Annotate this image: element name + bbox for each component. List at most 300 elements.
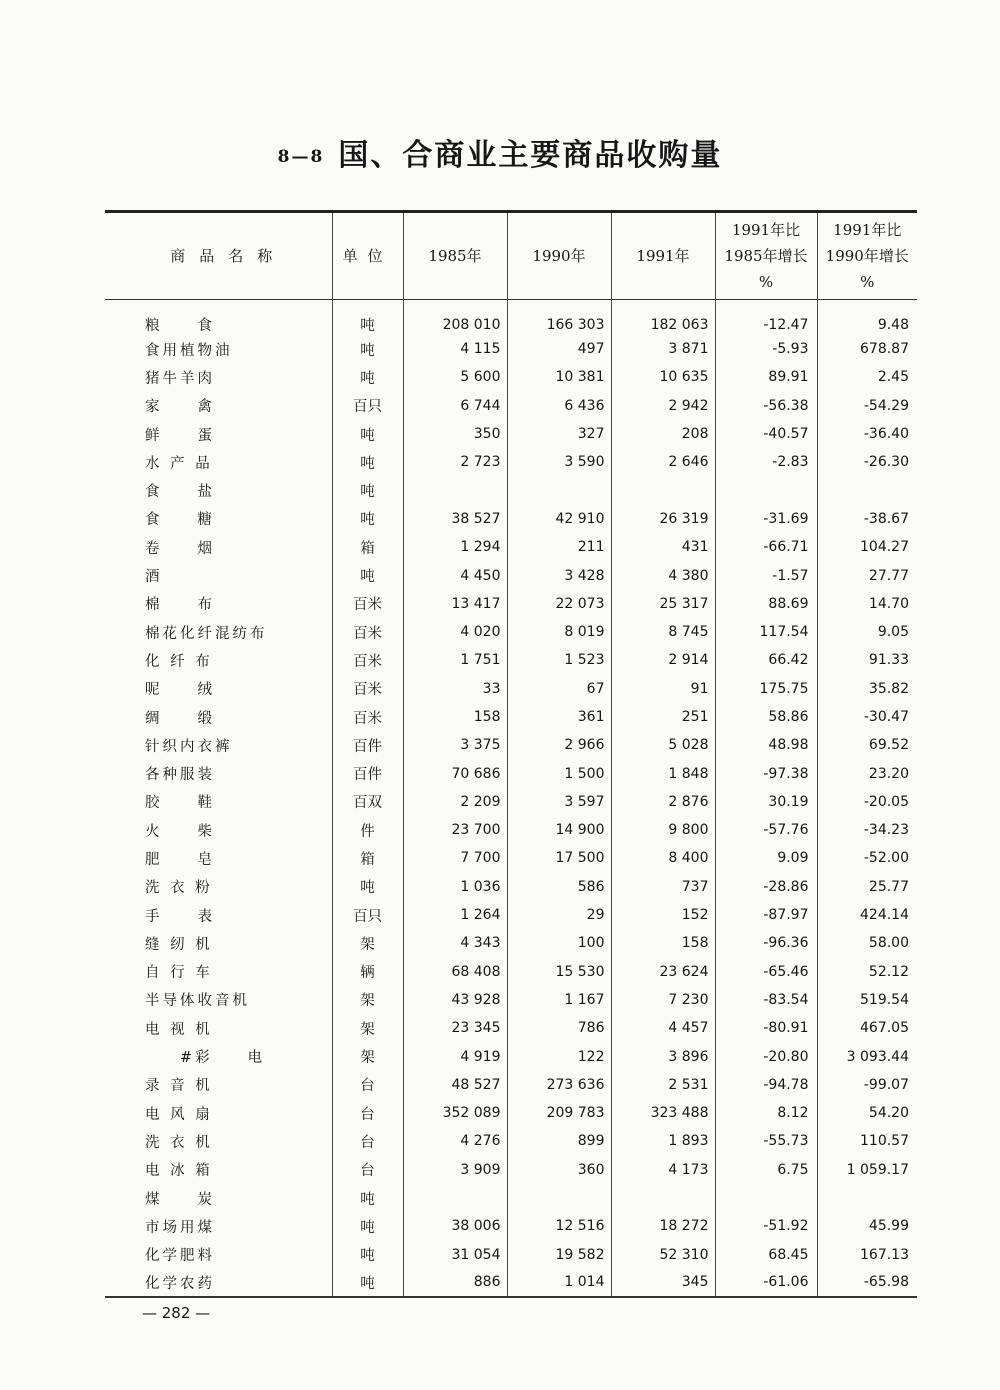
table-row xyxy=(105,816,917,844)
cell-1991: 251 xyxy=(611,703,715,731)
cell-1990: 12 516 xyxy=(507,1212,611,1240)
cell-1985: 5 600 xyxy=(403,363,507,391)
cell-name: 针织内衣裤 xyxy=(145,738,233,755)
cell-growth-vs-1985: -61.06 xyxy=(715,1269,817,1297)
cell-1991: 3 896 xyxy=(611,1042,715,1070)
cell-1985: 1 264 xyxy=(403,901,507,929)
cell-growth-vs-1985: -56.38 xyxy=(715,392,817,420)
cell-1985: 158 xyxy=(403,703,507,731)
table-row xyxy=(105,1127,917,1155)
cell-growth-vs-1985: -97.38 xyxy=(715,759,817,787)
table-row xyxy=(105,476,917,504)
cell-growth-vs-1990: -30.47 xyxy=(817,703,917,731)
table-row xyxy=(105,675,917,703)
table-row xyxy=(105,363,917,391)
cell-1985: 3 375 xyxy=(403,731,507,759)
cell-growth-vs-1990: -65.98 xyxy=(817,1269,917,1297)
cell-1990: 3 597 xyxy=(507,788,611,816)
cell-1985: 2 723 xyxy=(403,448,507,476)
cell-unit: 吨 xyxy=(332,420,403,448)
cell-growth-vs-1985: -96.36 xyxy=(715,929,817,957)
cell-1991: 1 893 xyxy=(611,1127,715,1155)
header-1985: 1985年 xyxy=(403,212,507,300)
table-row xyxy=(105,1269,917,1297)
cell-1990: 3 590 xyxy=(507,448,611,476)
cell-name: 化学肥料 xyxy=(145,1248,215,1265)
table-row xyxy=(105,1014,917,1042)
cell-growth-vs-1985: 68.45 xyxy=(715,1241,817,1269)
cell-growth-vs-1985 xyxy=(715,476,817,504)
cell-1985: 31 054 xyxy=(403,1241,507,1269)
cell-unit: 吨 xyxy=(332,363,403,391)
cell-growth-vs-1990: 91.33 xyxy=(817,646,917,674)
cell-unit: 吨 xyxy=(332,1212,403,1240)
cell-unit: 吨 xyxy=(332,300,403,336)
cell-name: 洗 衣 粉 xyxy=(145,880,213,897)
cell-growth-vs-1990 xyxy=(817,1184,917,1212)
cell-1990: 22 073 xyxy=(507,590,611,618)
header-growth-vs-1990 xyxy=(817,212,917,300)
cell-growth-vs-1985: 58.86 xyxy=(715,703,817,731)
cell-1991: 25 317 xyxy=(611,590,715,618)
cell-1991: 323 488 xyxy=(611,1099,715,1127)
cell-growth-vs-1985: -55.73 xyxy=(715,1127,817,1155)
cell-name: 卷 烟 xyxy=(145,540,215,557)
cell-name: 各种服装 xyxy=(145,767,215,784)
table-row xyxy=(105,618,917,646)
cell-unit: 架 xyxy=(332,929,403,957)
table-row xyxy=(105,1042,917,1070)
cell-unit: 百只 xyxy=(332,392,403,420)
cell-growth-vs-1985: -57.76 xyxy=(715,816,817,844)
cell-name: 胶 鞋 xyxy=(145,795,215,812)
cell-name: 肥 皂 xyxy=(145,851,215,868)
cell-1985: 23 345 xyxy=(403,1014,507,1042)
cell-1990: 360 xyxy=(507,1156,611,1184)
table-row xyxy=(105,901,917,929)
header-unit: 单位 xyxy=(332,212,403,300)
cell-1991: 208 xyxy=(611,420,715,448)
cell-unit: 百件 xyxy=(332,731,403,759)
cell-growth-vs-1985: 48.98 xyxy=(715,731,817,759)
cell-growth-vs-1990: 104.27 xyxy=(817,533,917,561)
cell-unit: 吨 xyxy=(332,335,403,363)
cell-1991 xyxy=(611,1184,715,1212)
cell-name: 家 禽 xyxy=(145,399,215,416)
cell-unit: 吨 xyxy=(332,561,403,589)
cell-unit: 吨 xyxy=(332,505,403,533)
cell-name: 电 视 机 xyxy=(145,1021,213,1038)
cell-1985: 4 115 xyxy=(403,335,507,363)
cell-growth-vs-1985: -31.69 xyxy=(715,505,817,533)
cell-1990: 586 xyxy=(507,873,611,901)
header-growth-vs-1985-line1: 1991年比 xyxy=(731,221,801,239)
cell-name: 市场用煤 xyxy=(145,1219,215,1236)
cell-unit: 百双 xyxy=(332,788,403,816)
cell-1990: 1 167 xyxy=(507,986,611,1014)
header-growth-vs-1990-line1: 1991年比 xyxy=(833,221,902,239)
table-row xyxy=(105,731,917,759)
cell-growth-vs-1990: 424.14 xyxy=(817,901,917,929)
cell-1991: 152 xyxy=(611,901,715,929)
cell-growth-vs-1990: 519.54 xyxy=(817,986,917,1014)
cell-growth-vs-1990: 45.99 xyxy=(817,1212,917,1240)
cell-growth-vs-1990: 35.82 xyxy=(817,675,917,703)
table-row xyxy=(105,561,917,589)
table-row xyxy=(105,1241,917,1269)
table-row xyxy=(105,300,917,336)
cell-1990: 122 xyxy=(507,1042,611,1070)
cell-growth-vs-1990: 58.00 xyxy=(817,929,917,957)
table-row xyxy=(105,929,917,957)
cell-name: 食用植物油 xyxy=(145,342,233,359)
cell-growth-vs-1985: -51.92 xyxy=(715,1212,817,1240)
cell-1985: 208 010 xyxy=(403,300,507,336)
cell-unit: 件 xyxy=(332,816,403,844)
cell-growth-vs-1985: 88.69 xyxy=(715,590,817,618)
cell-1990: 100 xyxy=(507,929,611,957)
cell-unit: 箱 xyxy=(332,844,403,872)
cell-1991: 26 319 xyxy=(611,505,715,533)
cell-1991: 4 380 xyxy=(611,561,715,589)
table-row xyxy=(105,1156,917,1184)
header-growth-vs-1985-unit: % xyxy=(758,273,774,291)
cell-1990: 497 xyxy=(507,335,611,363)
cell-growth-vs-1985: -20.80 xyxy=(715,1042,817,1070)
cell-1991: 431 xyxy=(611,533,715,561)
cell-1990: 14 900 xyxy=(507,816,611,844)
cell-1985: 23 700 xyxy=(403,816,507,844)
cell-growth-vs-1985: -40.57 xyxy=(715,420,817,448)
header-name: 商品名称 xyxy=(170,247,287,265)
cell-1985 xyxy=(403,1184,507,1212)
cell-growth-vs-1990 xyxy=(817,476,917,504)
cell-unit: 架 xyxy=(332,1014,403,1042)
cell-growth-vs-1990: 69.52 xyxy=(817,731,917,759)
cell-1985: 1 751 xyxy=(403,646,507,674)
table-header xyxy=(105,212,917,300)
cell-name: 粮 食 xyxy=(145,318,215,334)
cell-1990: 1 500 xyxy=(507,759,611,787)
cell-growth-vs-1990: -54.29 xyxy=(817,392,917,420)
cell-name: 自 行 车 xyxy=(145,965,213,982)
cell-growth-vs-1990: 52.12 xyxy=(817,958,917,986)
cell-1990: 6 436 xyxy=(507,392,611,420)
header-growth-vs-1985-line2: 1985年增长 xyxy=(724,247,808,265)
cell-growth-vs-1985: -80.91 xyxy=(715,1014,817,1042)
cell-name: 食 盐 xyxy=(145,484,215,501)
cell-growth-vs-1990: -38.67 xyxy=(817,505,917,533)
cell-1990: 211 xyxy=(507,533,611,561)
cell-1991: 5 028 xyxy=(611,731,715,759)
cell-growth-vs-1990: 110.57 xyxy=(817,1127,917,1155)
cell-1991: 52 310 xyxy=(611,1241,715,1269)
cell-name: 酒 xyxy=(145,569,163,586)
cell-growth-vs-1990: -52.00 xyxy=(817,844,917,872)
cell-1991: 2 914 xyxy=(611,646,715,674)
cell-growth-vs-1990: 9.05 xyxy=(817,618,917,646)
cell-growth-vs-1990: 467.05 xyxy=(817,1014,917,1042)
cell-name: 化学农药 xyxy=(145,1275,215,1292)
cell-1985: 4 276 xyxy=(403,1127,507,1155)
cell-name: #彩 电 xyxy=(145,1050,266,1067)
cell-1985: 6 744 xyxy=(403,392,507,420)
cell-growth-vs-1985: -2.83 xyxy=(715,448,817,476)
cell-1990: 15 530 xyxy=(507,958,611,986)
cell-name: 半导体收音机 xyxy=(145,993,250,1010)
cell-1991: 10 635 xyxy=(611,363,715,391)
cell-1991: 23 624 xyxy=(611,958,715,986)
cell-name: 手 表 xyxy=(145,908,215,925)
cell-growth-vs-1985: -83.54 xyxy=(715,986,817,1014)
cell-name: 棉 布 xyxy=(145,597,215,614)
cell-1991: 182 063 xyxy=(611,300,715,336)
cell-1991: 9 800 xyxy=(611,816,715,844)
cell-growth-vs-1990: 2.45 xyxy=(817,363,917,391)
table-row xyxy=(105,1071,917,1099)
cell-growth-vs-1990: 3 093.44 xyxy=(817,1042,917,1070)
cell-1991: 4 457 xyxy=(611,1014,715,1042)
cell-name: 煤 炭 xyxy=(145,1191,215,1208)
cell-1991: 158 xyxy=(611,929,715,957)
cell-unit: 吨 xyxy=(332,476,403,504)
cell-growth-vs-1990: 167.13 xyxy=(817,1241,917,1269)
cell-1985: 38 527 xyxy=(403,505,507,533)
cell-1991: 3 871 xyxy=(611,335,715,363)
cell-unit: 吨 xyxy=(332,1269,403,1297)
cell-name: 电 冰 箱 xyxy=(145,1163,213,1180)
cell-growth-vs-1990: 678.87 xyxy=(817,335,917,363)
cell-1985: 1 294 xyxy=(403,533,507,561)
cell-1991: 18 272 xyxy=(611,1212,715,1240)
header-growth-vs-1985 xyxy=(715,212,817,300)
header-1991: 1991年 xyxy=(611,212,715,300)
table-row xyxy=(105,420,917,448)
page-number: — 282 — xyxy=(142,1304,211,1322)
cell-1990: 786 xyxy=(507,1014,611,1042)
table-row xyxy=(105,703,917,731)
table-row xyxy=(105,392,917,420)
cell-growth-vs-1985: -28.86 xyxy=(715,873,817,901)
cell-unit: 台 xyxy=(332,1156,403,1184)
cell-growth-vs-1990: -99.07 xyxy=(817,1071,917,1099)
cell-unit: 百只 xyxy=(332,901,403,929)
table-row xyxy=(105,1184,917,1212)
table-row xyxy=(105,1212,917,1240)
cell-growth-vs-1985: -87.97 xyxy=(715,901,817,929)
cell-1990: 19 582 xyxy=(507,1241,611,1269)
table-row xyxy=(105,646,917,674)
cell-1985: 886 xyxy=(403,1269,507,1297)
cell-1990: 361 xyxy=(507,703,611,731)
table-row xyxy=(105,986,917,1014)
cell-name: 缝 纫 机 xyxy=(145,936,213,953)
cell-1985: 68 408 xyxy=(403,958,507,986)
cell-1991: 4 173 xyxy=(611,1156,715,1184)
cell-growth-vs-1985: -12.47 xyxy=(715,300,817,336)
cell-1985: 350 xyxy=(403,420,507,448)
cell-1990 xyxy=(507,476,611,504)
cell-name: 棉花化纤混纺布 xyxy=(145,625,268,642)
cell-growth-vs-1985: -65.46 xyxy=(715,958,817,986)
table-row xyxy=(105,1099,917,1127)
cell-name: 水 产 品 xyxy=(145,455,213,472)
cell-1990: 17 500 xyxy=(507,844,611,872)
cell-unit: 百米 xyxy=(332,703,403,731)
cell-1991: 8 400 xyxy=(611,844,715,872)
table-row xyxy=(105,448,917,476)
table-row xyxy=(105,958,917,986)
cell-unit: 架 xyxy=(332,986,403,1014)
cell-1990: 166 303 xyxy=(507,300,611,336)
cell-growth-vs-1990: 54.20 xyxy=(817,1099,917,1127)
cell-name: 绸 缎 xyxy=(145,710,215,727)
cell-1990: 29 xyxy=(507,901,611,929)
cell-growth-vs-1985: -66.71 xyxy=(715,533,817,561)
cell-1990 xyxy=(507,1184,611,1212)
cell-name: 呢 绒 xyxy=(145,682,215,699)
cell-name: 火 柴 xyxy=(145,823,215,840)
header-growth-vs-1990-unit: % xyxy=(860,273,875,291)
cell-name: 电 风 扇 xyxy=(145,1106,213,1123)
cell-1985: 1 036 xyxy=(403,873,507,901)
cell-1985: 43 928 xyxy=(403,986,507,1014)
cell-name: 洗 衣 机 xyxy=(145,1134,213,1151)
cell-1991: 91 xyxy=(611,675,715,703)
cell-1990: 1 014 xyxy=(507,1269,611,1297)
cell-growth-vs-1990: 25.77 xyxy=(817,873,917,901)
cell-1990: 8 019 xyxy=(507,618,611,646)
cell-unit: 百米 xyxy=(332,675,403,703)
cell-1985: 13 417 xyxy=(403,590,507,618)
cell-growth-vs-1985: 30.19 xyxy=(715,788,817,816)
table-row xyxy=(105,590,917,618)
cell-1991: 2 876 xyxy=(611,788,715,816)
cell-unit: 台 xyxy=(332,1071,403,1099)
cell-1990: 42 910 xyxy=(507,505,611,533)
table-title: 国、合商业主要商品收购量 xyxy=(338,138,723,173)
cell-growth-vs-1990: -34.23 xyxy=(817,816,917,844)
cell-1991: 1 848 xyxy=(611,759,715,787)
cell-name: 化 纤 布 xyxy=(145,653,213,670)
cell-1990: 3 428 xyxy=(507,561,611,589)
cell-1990: 273 636 xyxy=(507,1071,611,1099)
cell-1985: 352 089 xyxy=(403,1099,507,1127)
cell-growth-vs-1985: -1.57 xyxy=(715,561,817,589)
cell-growth-vs-1990: 1 059.17 xyxy=(817,1156,917,1184)
cell-1991: 2 531 xyxy=(611,1071,715,1099)
cell-1991: 345 xyxy=(611,1269,715,1297)
cell-1985: 3 909 xyxy=(403,1156,507,1184)
table-row xyxy=(105,844,917,872)
cell-1991: 8 745 xyxy=(611,618,715,646)
cell-1990: 327 xyxy=(507,420,611,448)
cell-1990: 10 381 xyxy=(507,363,611,391)
cell-1991: 2 942 xyxy=(611,392,715,420)
cell-unit: 吨 xyxy=(332,1241,403,1269)
cell-unit: 百米 xyxy=(332,646,403,674)
header-1990: 1990年 xyxy=(507,212,611,300)
cell-1985: 48 527 xyxy=(403,1071,507,1099)
cell-unit: 辆 xyxy=(332,958,403,986)
header-growth-vs-1990-line2: 1990年增长 xyxy=(825,247,909,265)
cell-growth-vs-1985: 66.42 xyxy=(715,646,817,674)
cell-1990: 1 523 xyxy=(507,646,611,674)
cell-1985: 4 450 xyxy=(403,561,507,589)
cell-growth-vs-1985: 175.75 xyxy=(715,675,817,703)
purchase-volume-table xyxy=(105,210,917,1298)
cell-growth-vs-1990: 9.48 xyxy=(817,300,917,336)
cell-name: 鲜 蛋 xyxy=(145,427,215,444)
cell-growth-vs-1985: 89.91 xyxy=(715,363,817,391)
cell-unit: 百米 xyxy=(332,618,403,646)
cell-growth-vs-1985: 6.75 xyxy=(715,1156,817,1184)
cell-growth-vs-1990: -36.40 xyxy=(817,420,917,448)
cell-growth-vs-1985: -5.93 xyxy=(715,335,817,363)
cell-1985: 70 686 xyxy=(403,759,507,787)
cell-unit: 吨 xyxy=(332,448,403,476)
cell-unit: 台 xyxy=(332,1127,403,1155)
cell-1985: 4 919 xyxy=(403,1042,507,1070)
cell-1990: 899 xyxy=(507,1127,611,1155)
cell-unit: 台 xyxy=(332,1099,403,1127)
cell-growth-vs-1990: 23.20 xyxy=(817,759,917,787)
cell-1985 xyxy=(403,476,507,504)
cell-growth-vs-1990: 27.77 xyxy=(817,561,917,589)
cell-1985: 2 209 xyxy=(403,788,507,816)
table-row xyxy=(105,873,917,901)
cell-1985: 7 700 xyxy=(403,844,507,872)
table-row xyxy=(105,788,917,816)
cell-1990: 2 966 xyxy=(507,731,611,759)
cell-growth-vs-1990: -20.05 xyxy=(817,788,917,816)
cell-growth-vs-1985: 117.54 xyxy=(715,618,817,646)
cell-unit: 百件 xyxy=(332,759,403,787)
page-title xyxy=(0,130,1000,174)
cell-unit: 箱 xyxy=(332,533,403,561)
cell-growth-vs-1985: 8.12 xyxy=(715,1099,817,1127)
table-row xyxy=(105,335,917,363)
cell-name: 猪牛羊肉 xyxy=(145,370,215,387)
table-row xyxy=(105,759,917,787)
table-row xyxy=(105,533,917,561)
cell-1990: 67 xyxy=(507,675,611,703)
cell-1991: 7 230 xyxy=(611,986,715,1014)
cell-1985: 33 xyxy=(403,675,507,703)
cell-growth-vs-1985 xyxy=(715,1184,817,1212)
cell-1991: 737 xyxy=(611,873,715,901)
cell-growth-vs-1990: -26.30 xyxy=(817,448,917,476)
cell-name: 录 音 机 xyxy=(145,1078,213,1095)
table-number: 8—8 xyxy=(277,147,325,167)
cell-name: 食 糖 xyxy=(145,512,215,529)
cell-growth-vs-1990: 14.70 xyxy=(817,590,917,618)
cell-growth-vs-1985: 9.09 xyxy=(715,844,817,872)
cell-1985: 4 020 xyxy=(403,618,507,646)
cell-1985: 4 343 xyxy=(403,929,507,957)
table-body xyxy=(105,300,917,1298)
cell-1990: 209 783 xyxy=(507,1099,611,1127)
cell-1991: 2 646 xyxy=(611,448,715,476)
cell-1991 xyxy=(611,476,715,504)
cell-unit: 吨 xyxy=(332,873,403,901)
cell-unit: 吨 xyxy=(332,1184,403,1212)
table-row xyxy=(105,505,917,533)
cell-unit: 百米 xyxy=(332,590,403,618)
cell-1985: 38 006 xyxy=(403,1212,507,1240)
cell-growth-vs-1985: -94.78 xyxy=(715,1071,817,1099)
cell-unit: 架 xyxy=(332,1042,403,1070)
